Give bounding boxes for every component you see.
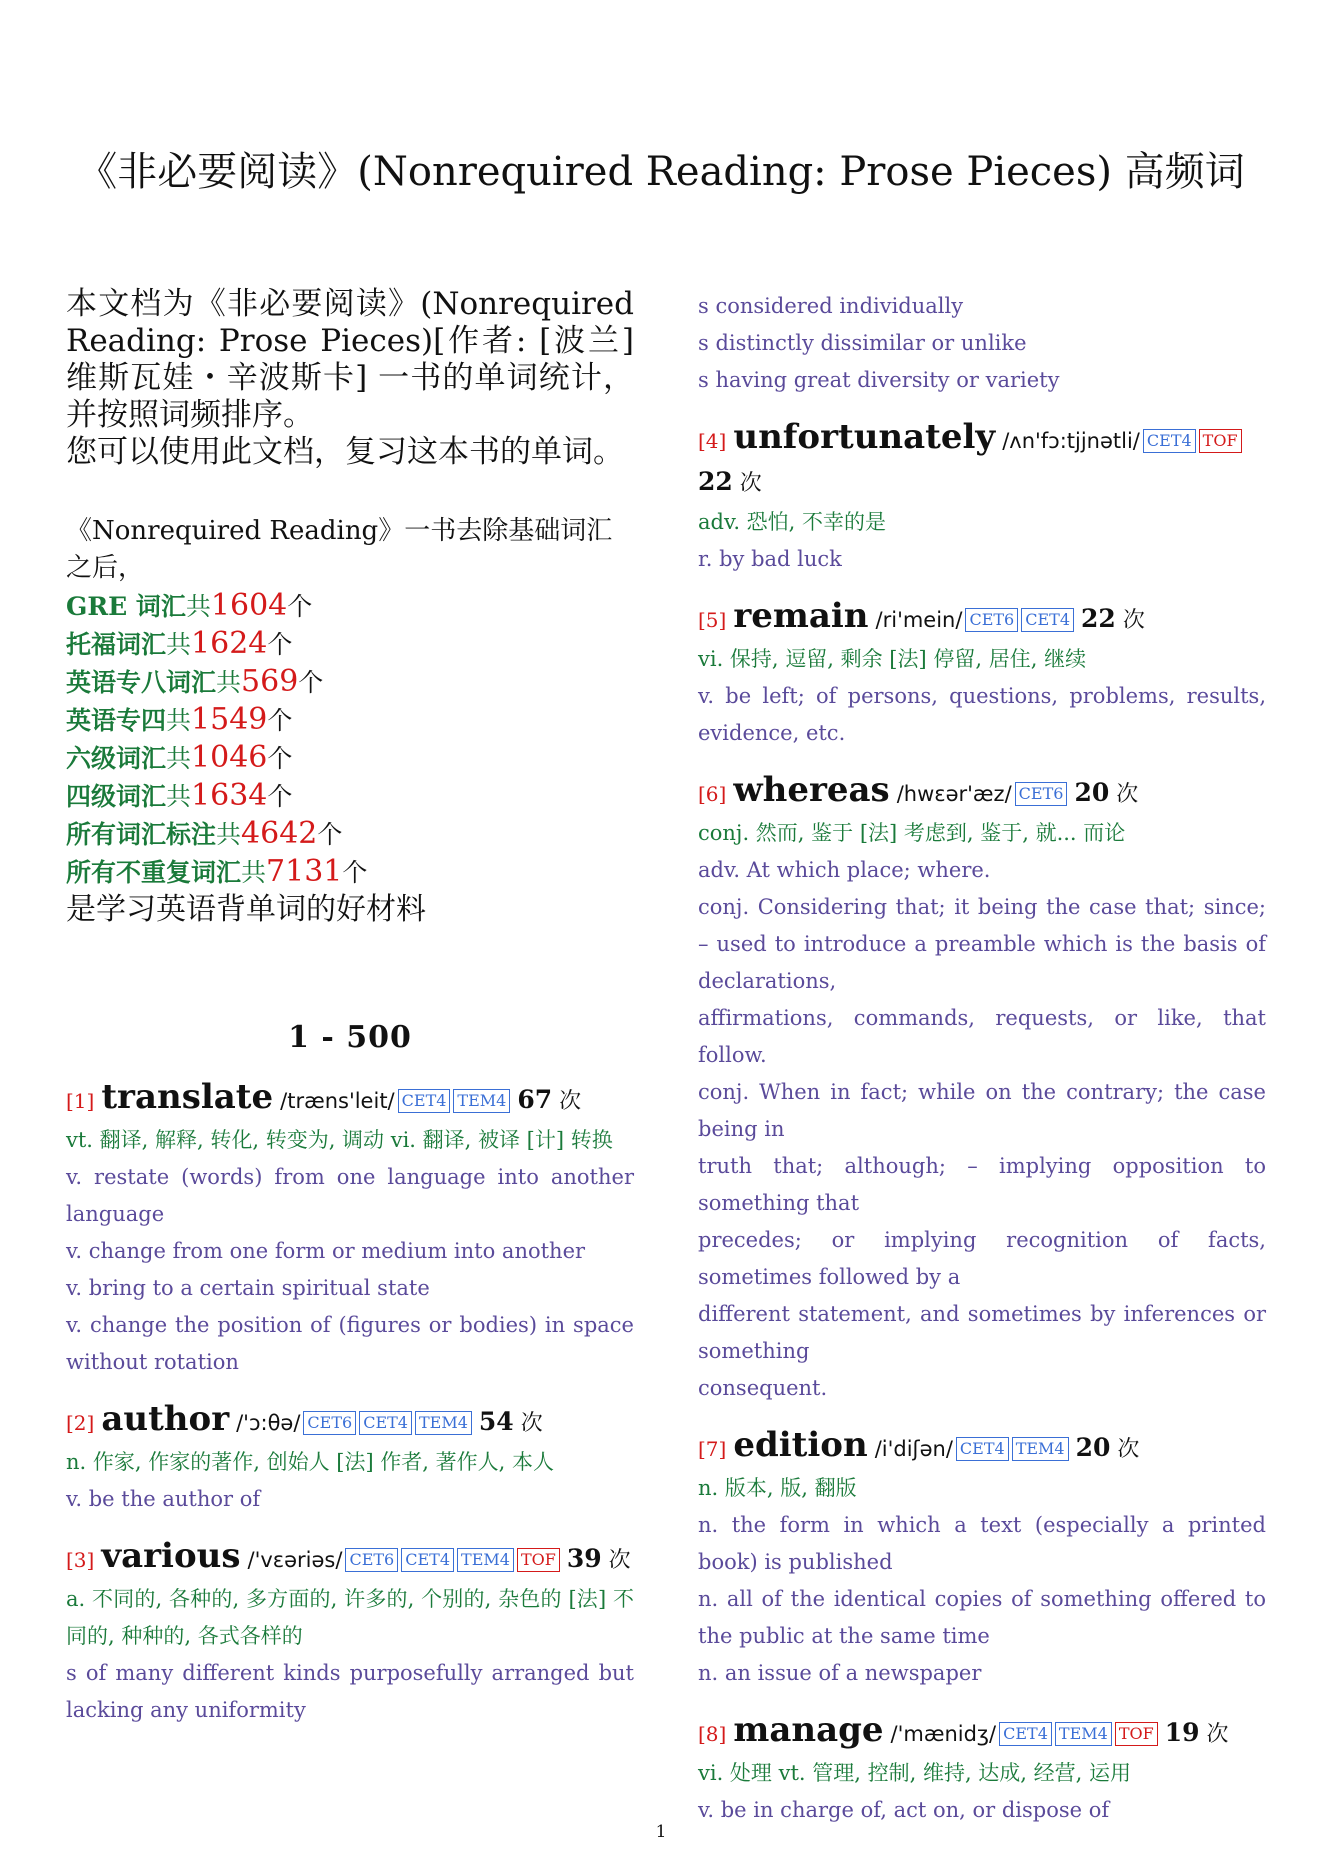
entry-count: 20 (1074, 778, 1110, 807)
entry-definition: n. an issue of a newspaper (698, 1661, 982, 1685)
entry-count: 67 (517, 1085, 553, 1114)
entry-phonetic: /træns'leit/ (280, 1089, 395, 1113)
entry-index: [4] (698, 429, 727, 453)
entry-headline (698, 596, 1266, 641)
entry-word: remain (733, 596, 869, 636)
level-tag: TEM4 (1012, 1437, 1069, 1461)
level-tag: CET4 (956, 1437, 1009, 1461)
entry-word: various (101, 1536, 241, 1576)
stat-label: 托福词汇 (66, 630, 167, 659)
stat-unit: 个 (267, 706, 293, 735)
word-entry (698, 1710, 1266, 1829)
stat-unit: 个 (317, 820, 343, 849)
stat-pre: 共 (166, 706, 192, 735)
word-entry (698, 288, 1266, 399)
level-tag: CET4 (999, 1722, 1052, 1746)
stat-label: 所有不重复词汇 (66, 858, 242, 887)
entry-definition: conj. Considering that; it being the case that; since; – used to introduce a preamble which is the basis of declarations, (698, 895, 1266, 993)
level-tag: TOF (1115, 1722, 1158, 1746)
entry-index: [8] (698, 1722, 727, 1746)
entry-index: [5] (698, 608, 727, 632)
stat-pre: 共 (166, 630, 192, 659)
entry-definition: s distinctly dissimilar or unlike (698, 331, 1027, 355)
stat-unit: 个 (267, 782, 293, 811)
entry-definition: a. 不同的, 各种的, 多方面的, 许多的, 个别的, 杂色的 [法] 不同的, 种种的, 各式各样的 (66, 1587, 634, 1648)
count-suffix: 次 (559, 1089, 582, 1114)
entries-left (66, 1077, 634, 1729)
word-entry (698, 1425, 1266, 1692)
stat-line (66, 625, 634, 663)
level-tag: CET6 (965, 608, 1018, 632)
stat-line (66, 815, 634, 853)
entry-definition: truth that; although; – implying opposition to something that (698, 1154, 1266, 1215)
entries-right (698, 288, 1266, 1829)
stat-unit: 个 (298, 668, 324, 697)
stat-pre: 共 (241, 858, 267, 887)
entry-definition: n. all of the identical copies of something offered to the public at the same time (698, 1587, 1266, 1648)
entry-definition: different statement, and sometimes by inferences or something (698, 1302, 1266, 1363)
stat-unit: 个 (267, 630, 293, 659)
count-suffix: 次 (520, 1411, 543, 1436)
entry-definition: n. 作家, 作家的著作, 创始人 [法] 作者, 著作人, 本人 (66, 1450, 555, 1474)
level-tag: CET6 (303, 1411, 356, 1435)
entry-definition: v. be left; of persons, questions, problems, results, evidence, etc. (698, 684, 1266, 745)
entry-definition: vt. 翻译, 解释, 转化, 转变为, 调动 vi. 翻译, 被译 [计] 转换 (66, 1128, 613, 1152)
intro-paragraph: 本文档为《非必要阅读》(Nonrequired Reading: Prose Pieces)[作者: [波兰] 维斯瓦娃・辛波斯卡] 一书的单词统计，并按照词频排序。 (66, 286, 634, 433)
stat-label: 英语专八词汇 (66, 668, 217, 697)
entry-headline (66, 1077, 634, 1122)
count-suffix: 次 (1117, 1437, 1140, 1462)
stats-list (66, 587, 634, 891)
entry-index: [2] (66, 1411, 95, 1435)
level-tag: TOF (517, 1548, 560, 1572)
stat-number: 4642 (241, 816, 318, 851)
entry-index: [6] (698, 782, 727, 806)
stat-label: GRE 词汇 (66, 592, 186, 621)
stat-pre: 共 (185, 592, 211, 621)
entry-definition: conj. 然而, 鉴于 [法] 考虑到, 鉴于, 就... 而论 (698, 821, 1126, 845)
count-suffix: 次 (1206, 1722, 1229, 1747)
level-tag: TOF (1199, 429, 1242, 453)
stat-number: 1634 (191, 778, 268, 813)
entry-phonetic: /'mænidʒ/ (890, 1722, 997, 1746)
level-tag: TEM4 (1055, 1722, 1112, 1746)
entry-definition: s of many different kinds purposefully arranged but lacking any uniformity (66, 1661, 634, 1722)
entry-phonetic: /'ɔ:θə/ (236, 1411, 301, 1435)
stat-pre: 共 (166, 782, 192, 811)
stat-number: 1549 (191, 702, 268, 737)
stats-intro: 《Nonrequired Reading》一书去除基础词汇之后， (66, 516, 613, 583)
entry-count: 22 (1081, 604, 1116, 633)
entry-definition: v. change the position of (figures or bodies) in space without rotation (66, 1313, 634, 1374)
entry-headline (698, 417, 1266, 504)
stat-label: 四级词汇 (66, 782, 167, 811)
entry-definition: n. 版本, 版, 翻版 (698, 1476, 857, 1500)
stat-line (66, 587, 634, 625)
stat-unit: 个 (342, 858, 368, 887)
stat-label: 英语专四 (66, 706, 167, 735)
right-column (698, 288, 1266, 1847)
entry-count: 39 (566, 1544, 602, 1573)
entry-word: edition (733, 1425, 868, 1465)
entry-index: [3] (66, 1548, 95, 1572)
level-tag: CET4 (359, 1411, 412, 1435)
left-column (66, 286, 634, 1747)
stat-number: 1046 (191, 740, 268, 775)
range-heading: 1 - 500 (288, 1020, 412, 1055)
entry-headline (698, 1425, 1266, 1470)
entry-word: author (101, 1399, 230, 1439)
entry-definition: vi. 处理 vt. 管理, 控制, 维持, 达成, 经营, 运用 (698, 1761, 1132, 1785)
count-suffix: 次 (608, 1548, 631, 1573)
stats-block (66, 513, 634, 928)
entry-headline (66, 1536, 634, 1581)
entry-index: [7] (698, 1437, 727, 1461)
word-entry (66, 1399, 634, 1518)
entry-definition: v. bring to a certain spiritual state (66, 1276, 430, 1300)
entry-definition: v. restate (words) from one language into another language (66, 1165, 634, 1226)
entry-definition: v. be the author of (66, 1487, 261, 1511)
level-tag: TEM4 (457, 1548, 514, 1572)
entry-count: 54 (478, 1407, 514, 1436)
entry-word: whereas (733, 770, 890, 810)
entry-count: 19 (1164, 1718, 1200, 1747)
word-entry (698, 770, 1266, 1407)
entry-definition: affirmations, commands, requests, or like, that follow. (698, 1006, 1266, 1067)
stat-unit: 个 (287, 592, 313, 621)
entry-count: 20 (1075, 1433, 1111, 1462)
level-tag: CET4 (1143, 429, 1196, 453)
entry-phonetic: /hwɛər'æz/ (896, 782, 1012, 806)
level-tag: TEM4 (415, 1411, 472, 1435)
entry-definition: v. change from one form or medium into another (66, 1239, 586, 1263)
stat-number: 569 (241, 664, 299, 699)
stat-label: 所有词汇标注 (66, 820, 217, 849)
count-suffix: 次 (739, 471, 762, 496)
entry-word: manage (733, 1710, 884, 1750)
level-tag: CET4 (398, 1089, 451, 1113)
entry-headline (698, 770, 1266, 815)
entry-definition: precedes; or implying recognition of facts, sometimes followed by a (698, 1228, 1266, 1289)
stat-line (66, 777, 634, 815)
entry-definition: n. the form in which a text (especially a printed book) is published (698, 1513, 1266, 1574)
level-tag: TEM4 (453, 1089, 510, 1113)
entry-index: [1] (66, 1089, 95, 1113)
entry-definition: conj. When in fact; while on the contrary; the case being in (698, 1080, 1266, 1141)
level-tag: CET4 (1021, 608, 1074, 632)
entry-headline (698, 1710, 1266, 1755)
word-entry (66, 1536, 634, 1729)
level-tag: CET6 (345, 1548, 398, 1572)
entry-phonetic: /i'diʃən/ (874, 1437, 953, 1461)
count-suffix: 次 (1116, 782, 1139, 807)
entry-definition: adv. 恐怕, 不幸的是 (698, 510, 887, 534)
document-title: 《非必要阅读》(Nonrequired Reading: Prose Pieces) 高频词 (77, 149, 1245, 195)
stat-line (66, 701, 634, 739)
stat-unit: 个 (267, 744, 293, 773)
stat-pre: 共 (216, 820, 242, 849)
word-entry (698, 596, 1266, 752)
stat-number: 7131 (266, 854, 343, 889)
stat-line (66, 739, 634, 777)
word-entry (66, 1077, 634, 1381)
page-number: 1 (655, 1822, 667, 1842)
intro-review-note: 您可以使用此文档，复习这本书的单词。 (66, 434, 624, 470)
entry-definition: adv. At which place; where. (698, 858, 991, 882)
entry-headline (66, 1399, 634, 1444)
entry-definition: s having great diversity or variety (698, 368, 1060, 392)
stat-line (66, 663, 634, 701)
entry-count: 22 (698, 467, 733, 496)
entry-definition: r. by bad luck (698, 547, 842, 571)
stat-pre: 共 (216, 668, 242, 697)
stat-line (66, 853, 634, 891)
entry-phonetic: /ʌn'fɔ:tjjnətli/ (1002, 429, 1140, 453)
stat-number: 1624 (191, 626, 268, 661)
level-tag: CET6 (1015, 782, 1068, 806)
entry-phonetic: /ri'mein/ (875, 608, 963, 632)
entry-definition: vi. 保持, 逗留, 剩余 [法] 停留, 居住, 继续 (698, 647, 1087, 671)
word-entry (698, 417, 1266, 578)
entry-word: translate (101, 1077, 274, 1117)
level-tag: CET4 (401, 1548, 454, 1572)
entry-word: unfortunately (733, 417, 996, 457)
entry-definition: s considered individually (698, 294, 964, 318)
count-suffix: 次 (1122, 608, 1145, 633)
entry-definition: consequent. (698, 1376, 828, 1400)
stat-label: 六级词汇 (66, 744, 167, 773)
stat-pre: 共 (166, 744, 192, 773)
entry-phonetic: /'vɛəriəs/ (247, 1548, 343, 1572)
stat-number: 1604 (210, 588, 288, 623)
closing-line: 是学习英语背单词的好材料 (66, 892, 426, 927)
entry-definition: v. be in charge of, act on, or dispose of (698, 1798, 1110, 1822)
